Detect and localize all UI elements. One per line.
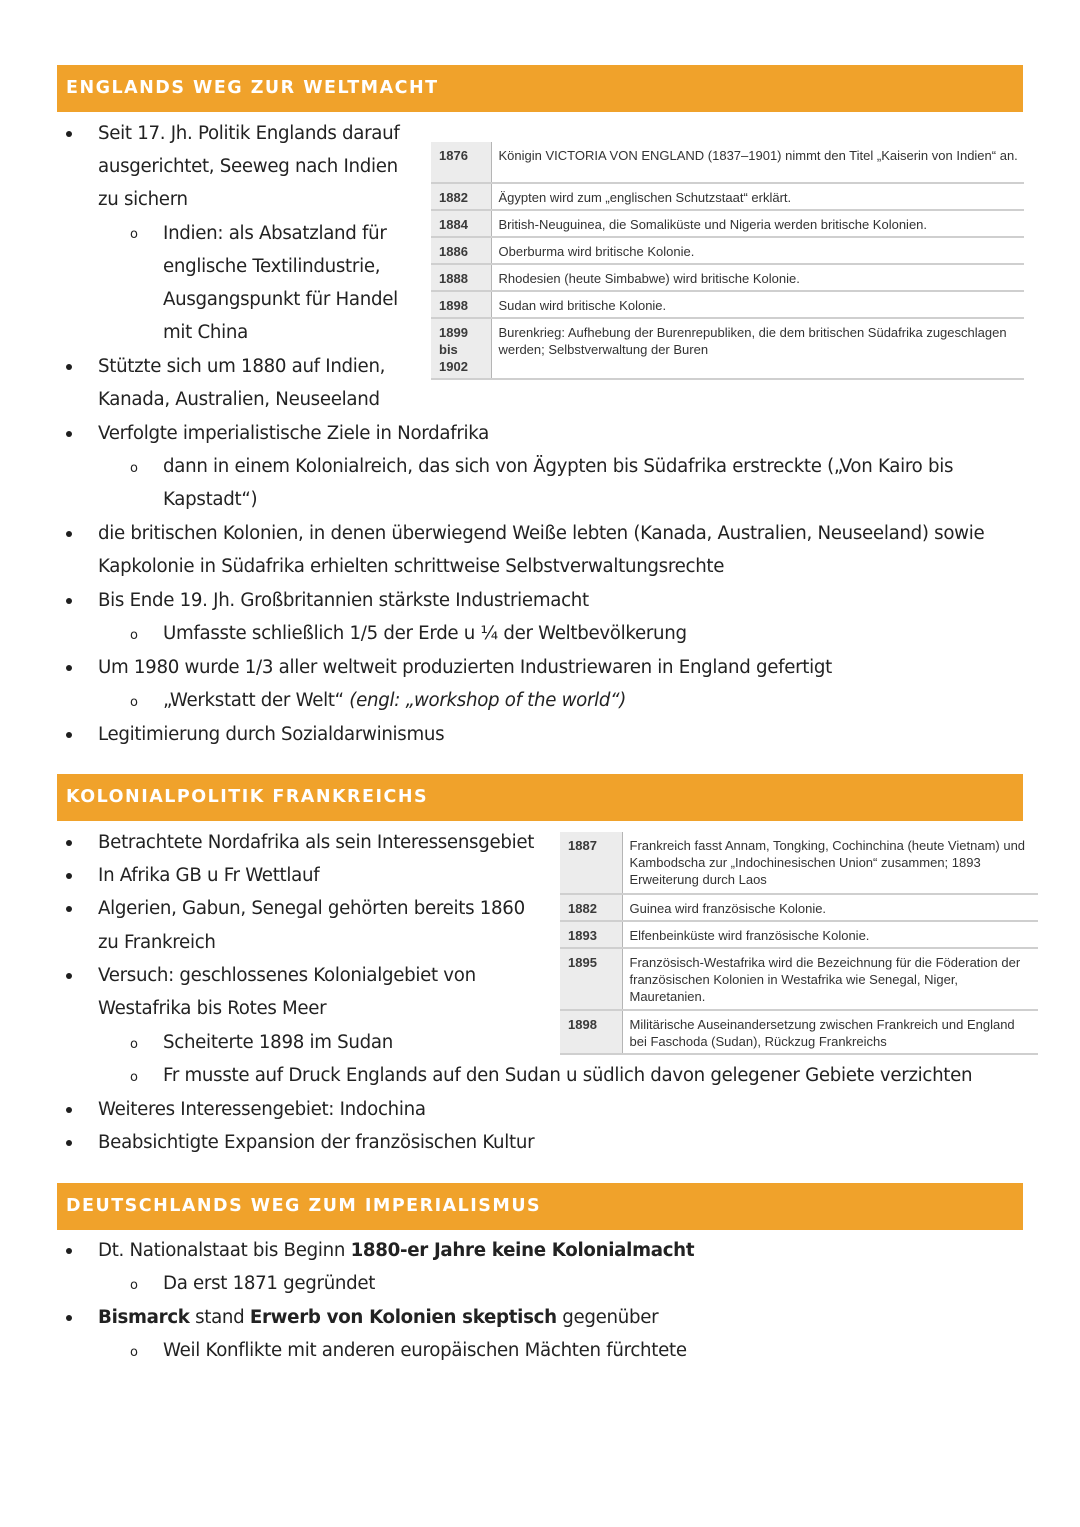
bullet-icon: [66, 840, 72, 846]
bullet-icon: [66, 131, 72, 137]
timeline-year: 1898: [560, 1010, 622, 1054]
text-segment-bold: Erwerb von Kolonien skeptisch: [249, 1307, 557, 1328]
timeline-year: 1884: [431, 210, 491, 237]
text-line: Da erst 1871 gegründet: [163, 1273, 376, 1294]
sub-bullet-icon: o: [130, 1278, 138, 1293]
text-line: zu Frankreich: [98, 932, 216, 953]
timeline-row: [560, 921, 1038, 948]
text-line: Umfasste schließlich 1/5 der Erde u ¼ der Weltbevölkerung: [163, 623, 687, 644]
timeline-event: Ägypten wird zum „englischen Schutzstaat“ erklärt.: [491, 183, 1024, 210]
timeline-event: British-Neuguinea, die Somaliküste und Nigeria werden britische Kolonien.: [491, 210, 1024, 237]
bullet-icon: [66, 364, 72, 370]
text-line: Weil Konflikte mit anderen europäischen Mächten fürchtete: [163, 1340, 687, 1361]
workshop-quote: „Werkstatt der Welt“: [163, 690, 350, 711]
text-line: In Afrika GB u Fr Wettlauf: [98, 865, 320, 886]
section-header-frankreich: KOLONIALPOLITIK FRANKREICHS: [57, 774, 1023, 821]
bullet-icon: [66, 431, 72, 437]
timeline-event: Französisch-Westafrika wird die Bezeichnung für die Föderation der französischen Kolonien in Westafrika wie Senegal, Niger, Mauretanien.: [622, 948, 1038, 1010]
text-line: Versuch: geschlossenes Kolonialgebiet von: [98, 965, 476, 986]
timeline-row: [431, 210, 1024, 237]
text-line: Ausgangspunkt für Handel: [163, 289, 398, 310]
timeline-row: [431, 318, 1024, 379]
timeline-year: 1888: [431, 264, 491, 291]
text-line: Westafrika bis Rotes Meer: [98, 998, 327, 1019]
bullet-icon: [66, 973, 72, 979]
text-line: mit China: [163, 322, 248, 343]
timeline-year: 1893: [560, 921, 622, 948]
text-line: Um 1980 wurde 1/3 aller weltweit produzierten Industriewaren in England gefertigt: [98, 657, 832, 678]
timeline-event: Oberburma wird britische Kolonie.: [491, 237, 1024, 264]
bullet-icon: [66, 873, 72, 879]
timeline-row: [431, 264, 1024, 291]
timeline-row: [431, 237, 1024, 264]
sub-bullet-icon: o: [130, 1037, 138, 1052]
section-header-england: ENGLANDS WEG ZUR WELTMACHT: [57, 65, 1023, 112]
text-line: englische Textilindustrie,: [163, 256, 381, 277]
timeline-year: 1895: [560, 948, 622, 1010]
text-segment: Dt. Nationalstaat bis Beginn: [98, 1240, 351, 1261]
timeline-event: Militärische Auseinandersetzung zwischen Frankreich und England bei Faschoda (Sudan), Rückzug Frankreichs: [622, 1010, 1038, 1054]
timeline-event: Frankreich fasst Annam, Tongking, Cochinchina (heute Vietnam) und Kambodscha zur „Indochinesischen Union“ zusammen; 1893 Erweiterung durch Laos: [622, 832, 1038, 894]
bullet-icon: [66, 665, 72, 671]
timeline-row: [560, 832, 1038, 894]
timeline-row: [431, 183, 1024, 210]
timeline-year: 1876: [431, 142, 491, 183]
text-segment-bold: Bismarck: [98, 1307, 190, 1328]
timeline-year: 1882: [431, 183, 491, 210]
text-line: dann in einem Kolonialreich, das sich von Ägypten bis Südafrika erstreckte („Von Kairo bis: [163, 456, 954, 477]
text-line: Weiteres Interessengebiet: Indochina: [98, 1099, 426, 1120]
timeline-event: Sudan wird britische Kolonie.: [491, 291, 1024, 318]
bullet-icon: [66, 531, 72, 537]
timeline-event: Guinea wird französische Kolonie.: [622, 894, 1038, 921]
text-segment: stand: [189, 1307, 250, 1328]
bullet-icon: [66, 598, 72, 604]
text-line: Kapstadt“): [163, 489, 258, 510]
timeline-event: Königin VICTORIA VON ENGLAND (1837–1901) nimmt den Titel „Kaiserin von Indien“ an.: [491, 142, 1024, 183]
text-line: Kapkolonie in Südafrika erhielten schrittweise Selbstverwaltungsrechte: [98, 556, 725, 577]
timeline-year: 1882: [560, 894, 622, 921]
bullet-icon: [66, 1140, 72, 1146]
timeline-year: 1886: [431, 237, 491, 264]
text-line: Legitimierung durch Sozialdarwinismus: [98, 724, 445, 745]
timeline-event: Elfenbeinküste wird französische Kolonie.: [622, 921, 1038, 948]
text-line: Indien: als Absatzland für: [163, 223, 387, 244]
text-line: Fr musste auf Druck Englands auf den Sudan u südlich davon gelegener Gebiete verzichten: [163, 1065, 973, 1086]
bullet-icon: [66, 906, 72, 912]
text-line: Bis Ende 19. Jh. Großbritannien stärkste Industriemacht: [98, 590, 589, 611]
bullet-icon: [66, 732, 72, 738]
timeline-event: Burenkrieg: Aufhebung der Burenrepubliken, die dem britischen Südafrika zugeschlagen werden; Selbstverwaltung der Buren: [491, 318, 1024, 379]
sub-bullet-icon: o: [130, 628, 138, 643]
sub-bullet-icon: o: [130, 1345, 138, 1360]
timeline-year: 1898: [431, 291, 491, 318]
timeline-row: [560, 894, 1038, 921]
bullet-icon: [66, 1107, 72, 1113]
workshop-quote-english: (engl: „workshop of the world“): [349, 690, 627, 711]
text-line: Betrachtete Nordafrika als sein Interessensgebiet: [98, 832, 535, 853]
timeline-event: Rhodesien (heute Simbabwe) wird britische Kolonie.: [491, 264, 1024, 291]
timeline-row: [431, 291, 1024, 318]
timeline-year: 1887: [560, 832, 622, 894]
text-line: ausgerichtet, Seeweg nach Indien: [98, 156, 398, 177]
text-segment-bold: 1880-er Jahre keine Kolonialmacht: [350, 1240, 695, 1261]
timeline-row: [431, 142, 1024, 183]
text-line: [98, 1240, 694, 1262]
text-line: zu sichern: [98, 189, 188, 210]
text-line: Scheiterte 1898 im Sudan: [163, 1032, 393, 1053]
text-line: Kanada, Australien, Neuseeland: [98, 389, 380, 410]
text-segment: gegenüber: [556, 1307, 659, 1328]
text-line: [98, 1307, 658, 1329]
bullet-icon: [66, 1248, 72, 1254]
timeline-year: 1899 bis 1902: [431, 318, 491, 379]
text-line: [163, 690, 626, 712]
section-header-deutschland: DEUTSCHLANDS WEG ZUM IMPERIALISMUS: [57, 1183, 1023, 1230]
text-line: die britischen Kolonien, in denen überwiegend Weiße lebten (Kanada, Australien, Neuseeland) sowie: [98, 523, 985, 544]
bullet-icon: [66, 1315, 72, 1321]
text-line: Algerien, Gabun, Senegal gehörten bereits 1860: [98, 898, 525, 919]
timeline-table-frankreich: [560, 832, 1038, 1055]
timeline-row: [560, 1010, 1038, 1054]
sub-bullet-icon: o: [130, 227, 138, 242]
timeline-table-england: [431, 142, 1024, 380]
text-line: Beabsichtigte Expansion der französischen Kultur: [98, 1132, 535, 1153]
timeline-row: [560, 948, 1038, 1010]
text-line: Stützte sich um 1880 auf Indien,: [98, 356, 386, 377]
sub-bullet-icon: o: [130, 695, 138, 710]
text-line: Seit 17. Jh. Politik Englands darauf: [98, 123, 400, 144]
sub-bullet-icon: o: [130, 1070, 138, 1085]
text-line: Verfolgte imperialistische Ziele in Nordafrika: [98, 423, 490, 444]
sub-bullet-icon: o: [130, 461, 138, 476]
